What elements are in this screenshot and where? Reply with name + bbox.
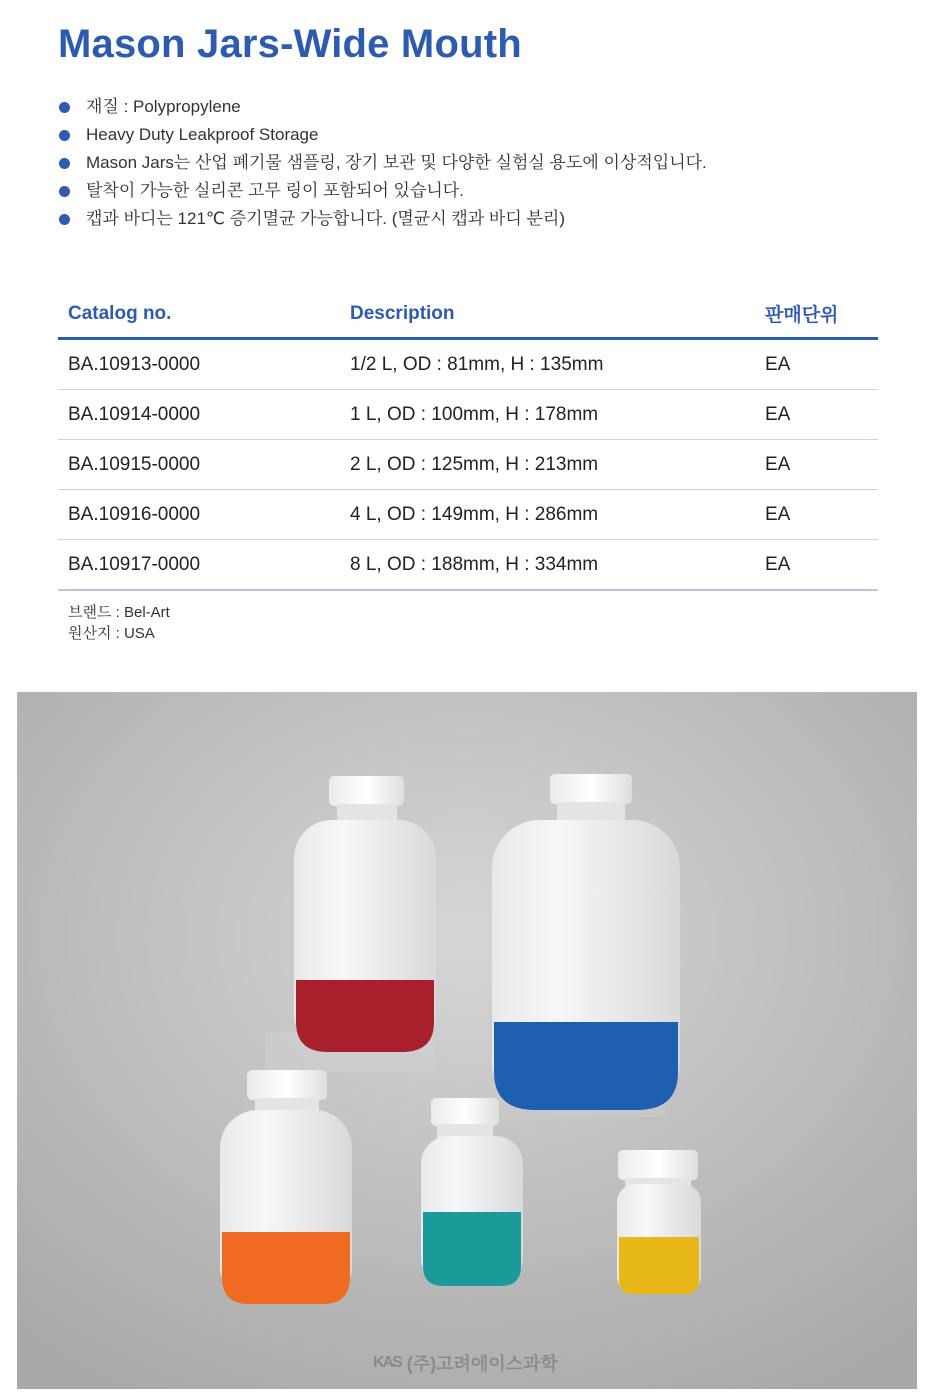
bullet-icon [59, 130, 70, 141]
company-logo-icon: KAS [373, 1354, 401, 1371]
bullet-icon [59, 158, 70, 169]
catalog-no-cell: BA.10913-0000 [58, 339, 340, 390]
brand-line: 브랜드 : Bel-Art [68, 604, 170, 621]
feature-item [58, 95, 707, 123]
unit-cell: EA [755, 339, 878, 390]
catalog-no-cell: BA.10916-0000 [58, 490, 340, 540]
unit-cell: EA [755, 390, 878, 440]
description-cell: 1 L, OD : 100mm, H : 178mm [340, 390, 755, 440]
feature-text: Heavy Duty Leakproof Storage [86, 125, 319, 144]
catalog-no-cell: BA.10914-0000 [58, 390, 340, 440]
description-cell: 2 L, OD : 125mm, H : 213mm [340, 440, 755, 490]
header-description: Description [340, 290, 755, 339]
unit-cell: EA [755, 490, 878, 540]
table-header-row [58, 290, 878, 339]
header-unit: 판매단위 [755, 290, 878, 339]
description-cell: 8 L, OD : 188mm, H : 334mm [340, 540, 755, 591]
product-meta [68, 602, 170, 644]
feature-text: Mason Jars는 산업 폐기물 샘플링, 장기 보관 및 다양한 실험실 용도에 이상적입니다. [86, 153, 707, 172]
table-row [58, 490, 878, 540]
unit-cell: EA [755, 540, 878, 591]
feature-list [58, 95, 707, 235]
company-name: (주)고려에이스과학 [406, 1354, 558, 1374]
catalog-no-cell: BA.10915-0000 [58, 440, 340, 490]
origin-line: 원산지 : USA [68, 625, 155, 642]
table-row [58, 390, 878, 440]
feature-text: 재질 : Polypropylene [86, 97, 241, 116]
bullet-icon [59, 214, 70, 225]
jar-yellow [617, 1150, 701, 1294]
bullet-icon [59, 186, 70, 197]
description-cell: 1/2 L, OD : 81mm, H : 135mm [340, 339, 755, 390]
header-catalog-no: Catalog no. [58, 290, 340, 339]
feature-item [58, 179, 707, 207]
feature-item [58, 207, 707, 235]
company-brand [373, 1350, 558, 1376]
table-row [58, 440, 878, 490]
description-cell: 4 L, OD : 149mm, H : 286mm [340, 490, 755, 540]
bullet-icon [59, 102, 70, 113]
jar-blue [492, 774, 680, 1110]
feature-text: 탈착이 가능한 실리콘 고무 링이 포함되어 있습니다. [86, 181, 464, 200]
feature-item [58, 151, 707, 179]
table-row [58, 540, 878, 591]
product-photo [17, 692, 917, 1389]
catalog-no-cell: BA.10917-0000 [58, 540, 340, 591]
feature-text: 캡과 바디는 121℃ 증기멸균 가능합니다. (멸균시 캡과 바디 분리) [86, 209, 565, 228]
table-row [58, 339, 878, 390]
unit-cell: EA [755, 440, 878, 490]
page-title: Mason Jars-Wide Mouth [58, 22, 522, 66]
catalog-table [58, 290, 878, 591]
feature-item [58, 123, 707, 151]
